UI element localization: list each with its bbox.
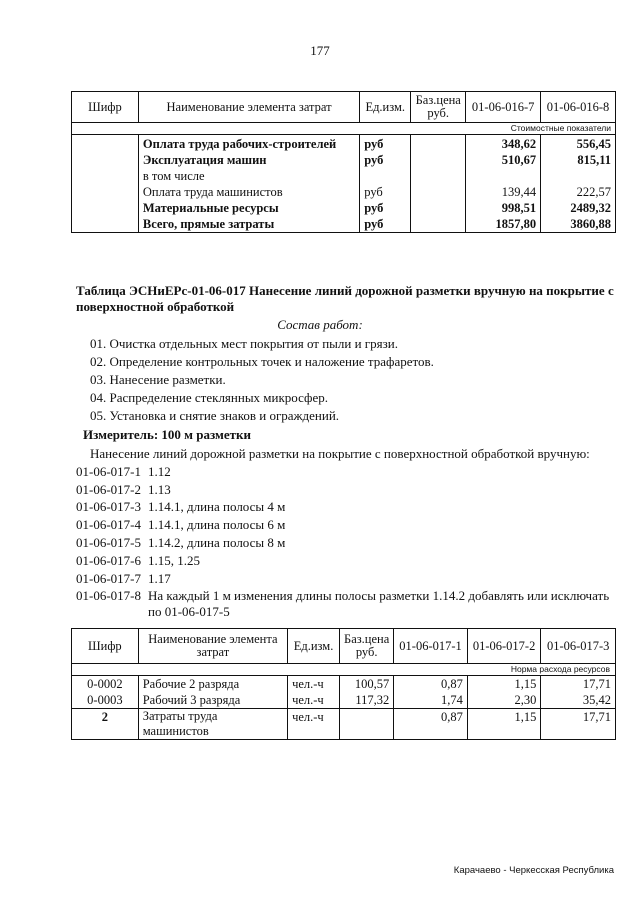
row-name: Оплата труда машинистов — [138, 184, 359, 200]
header-name: Наименование элемента затрат — [138, 92, 359, 123]
code-value: 1.12 — [148, 464, 171, 479]
row-value-1: 139,44 — [466, 184, 541, 200]
code-value: На каждый 1 м изменения длины полосы разметки 1.14.2 добавлять или исключать по 01-06-017-5 — [148, 588, 610, 619]
table-row — [72, 216, 616, 233]
row-value-3: 17,71 — [541, 709, 616, 740]
work-item: 05. Установка и снятие знаков и ограждений. — [90, 408, 340, 423]
table-title: Таблица ЭСНиЕРс-01-06-017 Нанесение линий дорожной разметки вручную на покрытие с поверхностной обработкой — [76, 283, 614, 314]
header-col2: 01-06-016-8 — [541, 92, 616, 123]
code-value: 1.13 — [148, 482, 171, 497]
code-label: 01-06-017-8 — [76, 588, 141, 603]
row-unit: руб — [360, 135, 411, 153]
table-row — [72, 692, 616, 709]
measure-unit: Измеритель: 100 м разметки — [83, 427, 252, 442]
table-row — [72, 168, 616, 184]
code-value: 1.14.2, длина полосы 8 м — [148, 535, 286, 550]
header-code: Шифр — [72, 92, 139, 123]
row-unit: руб — [360, 216, 411, 233]
work-item: 04. Распределение стеклянных микросфер. — [90, 390, 328, 405]
header-col2: 01-06-017-2 — [467, 629, 541, 664]
header-unit: Ед.изм. — [288, 629, 340, 664]
row-value-3: 35,42 — [541, 692, 616, 709]
code-label: 01-06-017-3 — [76, 499, 141, 514]
row-code: 0-0002 — [72, 676, 139, 693]
description: Нанесение линий дорожной разметки на покрытие с поверхностной обработкой вручную: — [90, 446, 590, 461]
row-name: Эксплуатация машин — [138, 152, 359, 168]
row-value-3: 17,71 — [541, 676, 616, 693]
row-value-2: 2489,32 — [541, 200, 616, 216]
row-unit: чел.-ч — [288, 692, 340, 709]
page-number: 177 — [310, 43, 330, 58]
header-price: Баз.цена руб. — [340, 629, 394, 664]
header-price: Баз.цена руб. — [411, 92, 466, 123]
code-label: 01-06-017-1 — [76, 464, 141, 479]
row-value-2: 1,15 — [467, 709, 541, 740]
composition-heading: Состав работ: — [277, 317, 363, 332]
row-value-1: 510,67 — [466, 152, 541, 168]
row-unit: чел.-ч — [288, 676, 340, 693]
row-value-2: 2,30 — [467, 692, 541, 709]
row-value-2: 556,45 — [541, 135, 616, 153]
row-value-1: 1,74 — [394, 692, 468, 709]
row-value-1: 348,62 — [466, 135, 541, 153]
header-col1: 01-06-016-7 — [466, 92, 541, 123]
row-price: 117,32 — [340, 692, 394, 709]
row-value-1: 1857,80 — [466, 216, 541, 233]
row-name: Рабочий 3 разряда — [138, 692, 287, 709]
table-row — [72, 152, 616, 168]
row-unit: руб — [360, 184, 411, 200]
subheader-row — [72, 123, 616, 135]
row-name: Всего, прямые затраты — [138, 216, 359, 233]
work-item: 03. Нанесение разметки. — [90, 372, 226, 387]
subheader-label: Норма расхода ресурсов — [72, 664, 616, 676]
row-value-2: 1,15 — [467, 676, 541, 693]
row-unit: руб — [360, 152, 411, 168]
header-col3: 01-06-017-3 — [541, 629, 616, 664]
work-item: 01. Очистка отдельных мест покрытия от пыли и грязи. — [90, 336, 398, 351]
row-name: Затраты труда машинистов — [138, 709, 287, 740]
header-code: Шифр — [72, 629, 139, 664]
table-row — [72, 200, 616, 216]
cost-table-016 — [71, 91, 616, 233]
table-row — [72, 135, 616, 153]
row-value-2: 3860,88 — [541, 216, 616, 233]
row-name: в том числе — [138, 168, 359, 184]
subheader-row — [72, 664, 616, 676]
row-unit: руб — [360, 200, 411, 216]
row-name: Оплата труда рабочих-строителей — [138, 135, 359, 153]
header-col1: 01-06-017-1 — [394, 629, 468, 664]
resource-table-017 — [71, 628, 616, 740]
code-value: 1.15, 1.25 — [148, 553, 200, 568]
row-value-1: 0,87 — [394, 676, 468, 693]
code-value: 1.14.1, длина полосы 4 м — [148, 499, 286, 514]
table-row — [72, 676, 616, 693]
table-row — [72, 709, 616, 740]
code-label: 01-06-017-6 — [76, 553, 141, 568]
subheader-label: Стоимостные показатели — [72, 123, 616, 135]
row-price: 100,57 — [340, 676, 394, 693]
code-label: 01-06-017-4 — [76, 517, 141, 532]
footer-region: Карачаево - Черкесская Республика — [453, 865, 614, 876]
row-name: Рабочие 2 разряда — [138, 676, 287, 693]
code-label: 01-06-017-2 — [76, 482, 141, 497]
table-row — [72, 184, 616, 200]
row-value-1: 998,51 — [466, 200, 541, 216]
row-code: 2 — [72, 709, 139, 740]
code-label: 01-06-017-7 — [76, 571, 141, 586]
table-header-row — [72, 629, 616, 664]
code-value: 1.17 — [148, 571, 171, 586]
row-value-1: 0,87 — [394, 709, 468, 740]
header-name: Наименование элемента затрат — [138, 629, 287, 664]
row-value-2: 815,11 — [541, 152, 616, 168]
row-code: 0-0003 — [72, 692, 139, 709]
code-value: 1.14.1, длина полосы 6 м — [148, 517, 286, 532]
row-name: Материальные ресурсы — [138, 200, 359, 216]
row-value-2: 222,57 — [541, 184, 616, 200]
header-unit: Ед.изм. — [360, 92, 411, 123]
work-item: 02. Определение контрольных точек и наложение трафаретов. — [90, 354, 434, 369]
row-unit: чел.-ч — [288, 709, 340, 740]
code-label: 01-06-017-5 — [76, 535, 141, 550]
table-header-row — [72, 92, 616, 123]
